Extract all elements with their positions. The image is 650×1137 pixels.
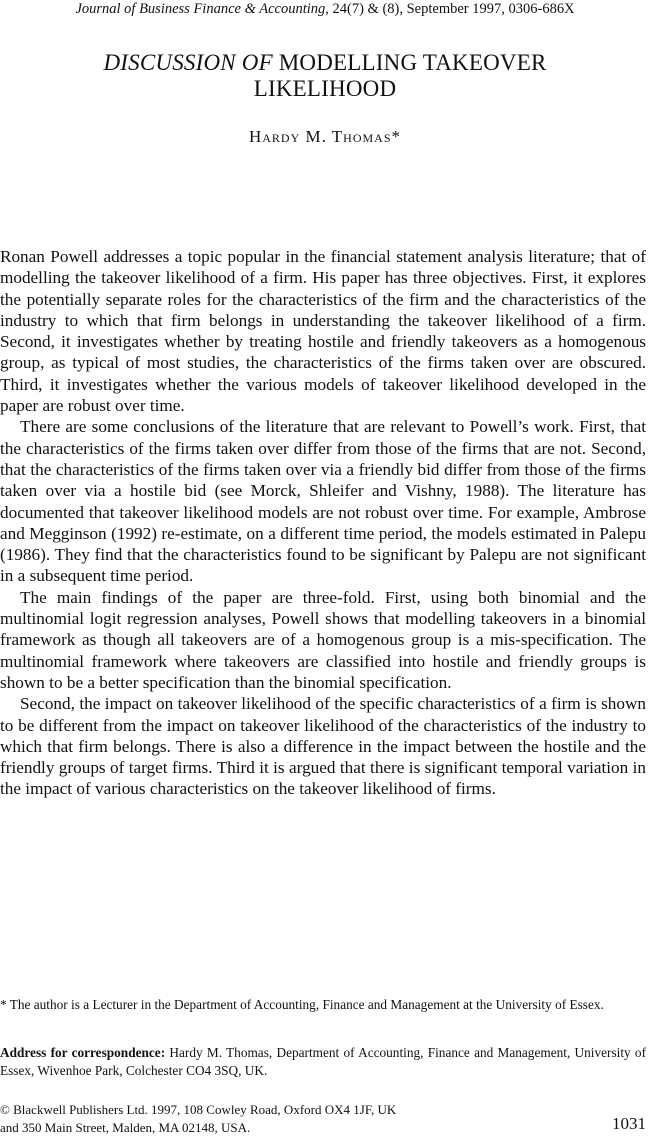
copyright-line-1: © Blackwell Publishers Ltd. 1997, 108 Cowley Road, Oxford OX4 1JF, UK bbox=[0, 1102, 397, 1117]
paragraph: Second, the impact on takeover likelihood of the specific characteristics of a firm is shown to be different from the impact on takeover likelihood of the characteristics of the industry to which that firm belongs. There is also a difference in the impact between the hostile and the friendly groups of target firms. Third it is argued that there is significant temporal variation in the impact of various characteristics on the takeover likelihood of firms. bbox=[0, 694, 646, 799]
page-number: 1031 bbox=[612, 1114, 646, 1133]
author-name: Hardy M. Thomas* bbox=[248, 127, 402, 146]
running-head bbox=[0, 0, 650, 18]
correspondence-address bbox=[0, 1044, 646, 1080]
author-footnote: * The author is a Lecturer in the Department of Accounting, Finance and Management at the University of Essex. bbox=[0, 997, 604, 1012]
title-line-1-rest: MODELLING TAKEOVER bbox=[272, 50, 547, 75]
journal-name: Journal of Business Finance & Accounting bbox=[75, 1, 326, 17]
title-discussion-of: DISCUSSION OF bbox=[103, 50, 273, 75]
address-text: Hardy M. Thomas, Department of Accounting, Finance and Management, University of Essex, Wivenhoe Park, Colchester CO4 3SQ, UK. bbox=[0, 1045, 646, 1078]
paragraph: Ronan Powell addresses a topic popular in the financial statement analysis literature; that of modelling the takeover likelihood of a firm. His paper has three objectives. First, it explores the potentially separate roles for the characteristics of the firm and the characteristics of the industry to which that firm belongs in understanding the takeover likelihood of a firm. Second, it investigates whether by treating hostile and friendly takeovers as a homogenous group, as typical of most studies, the characteristics of the firms taken over are obscured. Third, it investigates whether the various models of takeover likelihood developed in the paper are robust over time. bbox=[0, 247, 646, 416]
copyright-notice bbox=[0, 1101, 520, 1137]
copyright-line-2: and 350 Main Street, Malden, MA 02148, USA. bbox=[0, 1120, 251, 1135]
paragraph: There are some conclusions of the literature that are relevant to Powell’s work. First, that the characteristics of the firms taken over differ from those of the firms that are not. Second, that the characteristics of the firms taken over via a friendly bid differ from those of the firms taken over via a hostile bid (see Morck, Shleifer and Vishny, 1988). The literature has documented that takeover likelihood models are not robust over time. For example, Ambrose and Megginson (1992) re-estimate, on a different time period, the models estimated in Palepu (1986). They find that the characteristics found to be significant by Palepu are not significant in a subsequent time period. bbox=[0, 417, 646, 586]
paragraph: The main findings of the paper are three-fold. First, using both binomial and the multinomial logit regression analyses, Powell shows that modelling takeovers in a binomial framework as though all takeovers are of a homogenous group is a mis-specification. The multinomial framework where takeovers are classified into hostile and friendly groups is shown to be a better specification than the binomial specification. bbox=[0, 587, 646, 692]
journal-issue-details: , 24(7) & (8), September 1997, 0306-686X bbox=[325, 1, 575, 17]
article-body bbox=[0, 246, 646, 800]
title-line-1 bbox=[0, 50, 650, 76]
title-line-2: LIKELIHOOD bbox=[253, 76, 397, 101]
address-label: Address for correspondence: bbox=[0, 1045, 166, 1060]
article-title bbox=[0, 50, 650, 102]
